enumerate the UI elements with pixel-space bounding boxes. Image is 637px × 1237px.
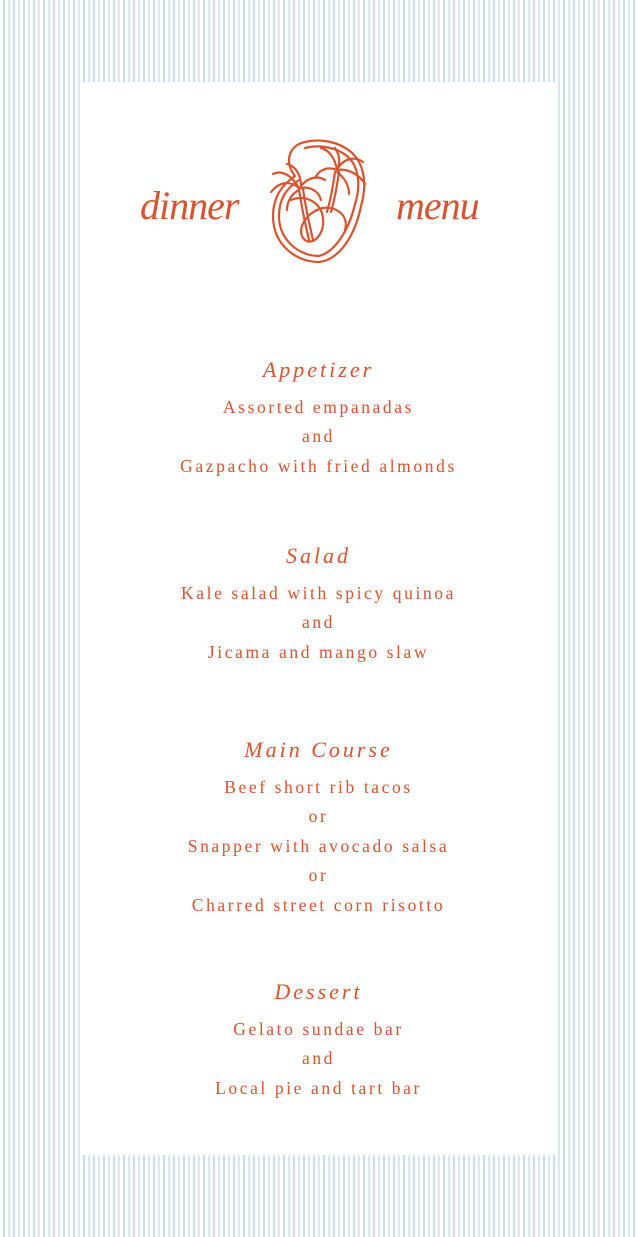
menu-item: Kale salad with spicy quinoa — [181, 583, 456, 603]
appetizer-section — [0, 355, 637, 481]
menu-item-connector: or — [308, 865, 329, 886]
main-course-section — [0, 735, 637, 920]
menu-item: Gelato sundae bar — [233, 1019, 404, 1039]
menu-item-connector: and — [301, 1048, 336, 1069]
menu-item: Snapper with avocado salsa — [187, 835, 450, 856]
menu-item: Local pie and tart bar — [215, 1077, 422, 1098]
dessert-section — [0, 977, 637, 1103]
section-title: Appetizer — [262, 357, 375, 382]
section-title: Salad — [285, 543, 352, 568]
menu-item: Jicama and mango slaw — [207, 641, 430, 662]
menu-item-connector: or — [308, 806, 329, 827]
menu-heading: menu — [396, 183, 479, 228]
salad-section — [0, 541, 637, 667]
menu-item-connector: and — [301, 426, 336, 447]
section-title: Dessert — [274, 979, 363, 1004]
menu-item: Beef short rib tacos — [224, 777, 413, 797]
menu-item-connector: and — [301, 612, 336, 633]
menu-item: Assorted empanadas — [222, 397, 415, 417]
section-title: Main Course — [244, 737, 393, 762]
dinner-heading: dinner — [140, 183, 239, 228]
menu-item: Gazpacho with fried almonds — [180, 455, 457, 476]
palm-tree-monogram-icon — [265, 136, 373, 268]
menu-item: Charred street corn risotto — [191, 894, 446, 915]
